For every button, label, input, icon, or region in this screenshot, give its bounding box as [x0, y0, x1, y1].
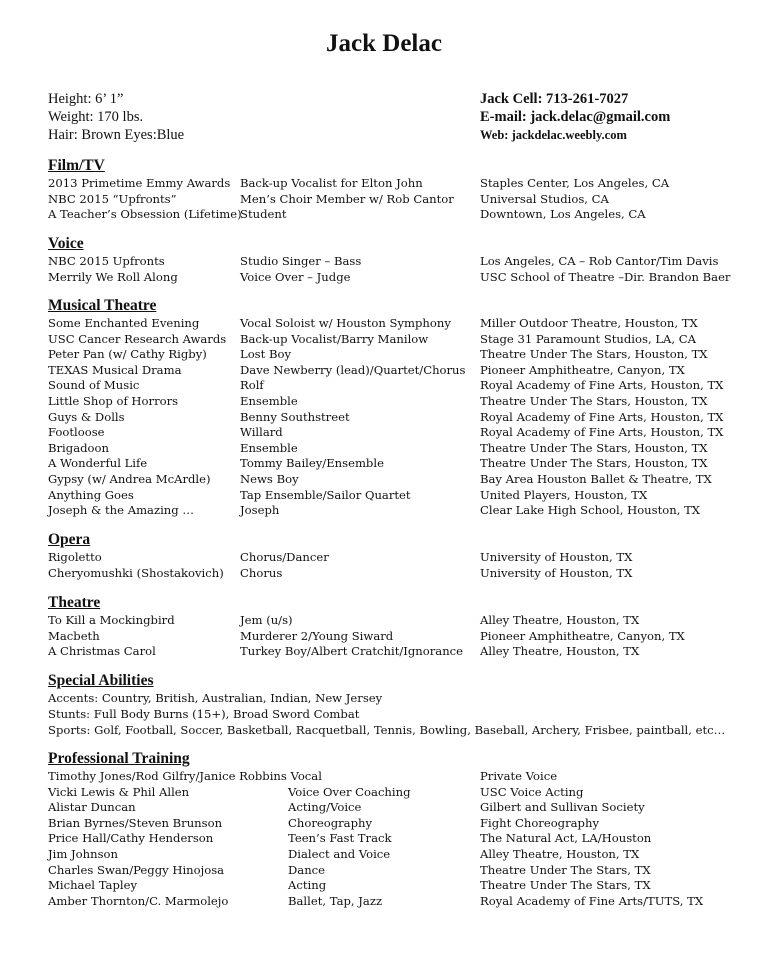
training-teacher: Brian Byrnes/Steven Brunson	[48, 815, 223, 830]
credit-venue: Los Angeles, CA – Rob Cantor/Tim Davis	[480, 254, 719, 268]
credit-title: A Christmas Carol	[48, 644, 156, 659]
credit-row	[48, 550, 748, 566]
credit-role: Student	[240, 207, 287, 222]
credit-row	[48, 394, 748, 410]
credit-venue: Clear Lake High School, Houston, TX	[480, 503, 701, 518]
credit-role: Tap Ensemble/Sailor Quartet	[240, 487, 411, 502]
credit-venue: Universal Studios, CA	[480, 191, 609, 206]
credit-venue: Theatre Under The Stars, Houston, TX	[480, 347, 708, 362]
credit-row	[48, 425, 748, 441]
credit-role: Men’s Choir Member w/ Rob Cantor	[240, 191, 454, 206]
training-subject: Ballet, Tap, Jazz	[288, 893, 383, 908]
credit-venue: Royal Academy of Fine Arts, Houston, TX	[480, 409, 724, 424]
credit-row	[48, 332, 748, 348]
credit-venue: University of Houston, TX	[480, 550, 633, 564]
training-teacher: Charles Swan/Peggy Hinojosa	[48, 862, 225, 877]
training-row	[48, 863, 748, 879]
credit-title: Some Enchanted Evening	[48, 316, 200, 330]
email: E-mail: jack.delac@gmail.com	[480, 109, 671, 125]
credit-title: A Wonderful Life	[48, 456, 148, 471]
credit-role: Benny Southstreet	[240, 409, 350, 424]
training-row	[48, 894, 748, 910]
credit-title: Merrily We Roll Along	[48, 269, 178, 284]
training-row	[48, 800, 748, 816]
weight-line: Weight: 170 lbs.	[48, 109, 144, 125]
credit-row	[48, 441, 748, 457]
section-voice	[48, 234, 748, 285]
training-row	[48, 878, 748, 894]
training-subject: Dialect and Voice	[288, 846, 391, 861]
credit-role: Lost Boy	[240, 347, 292, 362]
credit-venue: Alley Theatre, Houston, TX	[480, 644, 640, 659]
training-teacher: Michael Tapley	[48, 878, 137, 893]
resume-name: Jack Delac	[326, 30, 442, 57]
credit-venue: Stage 31 Paramount Studios, LA, CA	[480, 331, 697, 346]
cell-phone: Jack Cell: 713-261-7027	[480, 91, 629, 107]
credit-title: Joseph & the Amazing …	[48, 503, 194, 518]
credit-role: Ensemble	[240, 440, 298, 455]
credit-role: Vocal Soloist w/ Houston Symphony	[240, 316, 451, 330]
credit-role: Ensemble	[240, 393, 298, 408]
credit-title: Little Shop of Horrors	[48, 393, 179, 408]
credit-venue: Royal Academy of Fine Arts, Houston, TX	[480, 425, 724, 440]
section-heading: Musical Theatre	[48, 297, 157, 314]
credit-row	[48, 629, 748, 645]
credit-role: Murderer 2/Young Siward	[240, 628, 394, 643]
training-teacher: Price Hall/Cathy Henderson	[48, 831, 214, 846]
training-school: Theatre Under The Stars, TX	[480, 878, 651, 893]
hair-eyes-line: Hair: Brown Eyes:Blue	[48, 127, 185, 143]
credit-title: Cheryomushki (Shostakovich)	[48, 565, 224, 580]
credit-row	[48, 347, 748, 363]
credit-row	[48, 613, 748, 629]
training-subject: Voice Over Coaching	[288, 784, 411, 799]
credit-role: Back-up Vocalist/Barry Manilow	[240, 331, 429, 346]
credit-title: A Teacher’s Obsession (Lifetime)	[48, 207, 242, 222]
training-teacher: Amber Thornton/C. Marmolejo	[48, 893, 229, 908]
training-subject: Acting	[288, 878, 327, 893]
training-row	[48, 847, 748, 863]
credit-venue: Theatre Under The Stars, Houston, TX	[480, 456, 708, 471]
credit-venue: Pioneer Amphitheatre, Canyon, TX	[480, 628, 685, 643]
credit-title: Rigoletto	[48, 550, 102, 564]
credit-row	[48, 456, 748, 472]
credit-role: Chorus/Dancer	[240, 550, 329, 564]
credit-venue: Alley Theatre, Houston, TX	[480, 613, 640, 627]
section-heading: Voice	[48, 235, 84, 252]
credit-role: Rolf	[240, 378, 264, 393]
credit-row	[48, 644, 748, 660]
section-heading: Professional Training	[48, 750, 190, 767]
credit-row	[48, 192, 748, 208]
training-subject: Dance	[288, 862, 326, 877]
credit-role: Joseph	[240, 503, 280, 518]
credit-role: Willard	[240, 425, 283, 440]
credit-role: News Boy	[240, 471, 299, 486]
credit-role: Jem (u/s)	[240, 613, 293, 627]
training-school: Theatre Under The Stars, TX	[480, 862, 651, 877]
credit-venue: Royal Academy of Fine Arts, Houston, TX	[480, 378, 724, 393]
training-teacher: Timothy Jones/Rod Gilfry/Janice Robbins Vocal	[48, 769, 322, 783]
credit-title: Gypsy (w/ Andrea McArdle)	[48, 471, 211, 486]
training-row	[48, 769, 748, 785]
credit-row	[48, 270, 748, 286]
credit-title: Macbeth	[48, 628, 100, 643]
credit-row	[48, 488, 748, 504]
training-row	[48, 831, 748, 847]
credit-role: Dave Newberry (lead)/Quartet/Chorus	[240, 362, 466, 377]
credit-title: Brigadoon	[48, 440, 109, 455]
section-opera	[48, 530, 748, 581]
training-subject: Acting/Voice	[288, 800, 362, 815]
training-school: Royal Academy of Fine Arts/TUTS, TX	[480, 893, 704, 908]
section-heading: Film/TV	[48, 157, 105, 174]
credit-row	[48, 254, 748, 270]
credit-title: Footloose	[48, 425, 105, 440]
section-special-abilities	[48, 671, 748, 738]
credit-venue: Staples Center, Los Angeles, CA	[480, 176, 670, 190]
credit-title: 2013 Primetime Emmy Awards	[48, 176, 231, 190]
section-theatre	[48, 593, 748, 660]
credit-venue: University of Houston, TX	[480, 565, 633, 580]
height-line: Height: 6’ 1”	[48, 91, 124, 107]
credit-row	[48, 410, 748, 426]
credit-row	[48, 176, 748, 192]
credit-title: Guys & Dolls	[48, 409, 125, 424]
credit-venue: Theatre Under The Stars, Houston, TX	[480, 393, 708, 408]
credit-title: Peter Pan (w/ Cathy Rigby)	[48, 347, 207, 362]
credit-row	[48, 363, 748, 379]
training-school: USC Voice Acting	[480, 784, 584, 799]
accents-line: Accents: Country, British, Australian, Indian, New Jersey	[48, 691, 383, 705]
credit-row	[48, 503, 748, 519]
training-school: The Natural Act, LA/Houston	[480, 831, 652, 846]
credit-row	[48, 472, 748, 488]
training-row	[48, 816, 748, 832]
section-heading: Theatre	[48, 594, 101, 611]
training-school: Private Voice	[480, 769, 558, 783]
credit-venue: USC School of Theatre –Dir. Brandon Baer	[480, 269, 731, 284]
credit-role: Turkey Boy/Albert Cratchit/Ignorance	[240, 644, 464, 659]
section-heading: Special Abilities	[48, 672, 154, 689]
credit-role: Studio Singer – Bass	[240, 254, 362, 268]
credit-role: Tommy Bailey/Ensemble	[240, 456, 384, 471]
credit-row	[48, 378, 748, 394]
contact-info	[480, 90, 670, 144]
credit-venue: Bay Area Houston Ballet & Theatre, TX	[480, 471, 712, 486]
training-teacher: Alistar Duncan	[48, 800, 136, 815]
physical-stats	[48, 90, 184, 144]
credit-title: To Kill a Mockingbird	[48, 613, 175, 627]
section-film-tv	[48, 156, 748, 223]
website: Web: jackdelac.weebly.com	[480, 128, 627, 142]
training-teacher: Jim Johnson	[48, 846, 118, 861]
credit-title: Anything Goes	[48, 487, 134, 502]
credit-role: Voice Over – Judge	[240, 269, 351, 284]
credit-row	[48, 566, 748, 582]
training-teacher: Vicki Lewis & Phil Allen	[48, 784, 190, 799]
training-school: Alley Theatre, Houston, TX	[480, 846, 640, 861]
credit-venue: United Players, Houston, TX	[480, 487, 648, 502]
credit-title: USC Cancer Research Awards	[48, 331, 227, 346]
credit-venue: Miller Outdoor Theatre, Houston, TX	[480, 316, 698, 330]
section-professional-training	[48, 749, 748, 909]
credit-venue: Downtown, Los Angeles, CA	[480, 207, 646, 222]
credit-title: NBC 2015 “Upfronts”	[48, 191, 177, 206]
sports-line: Sports: Golf, Football, Soccer, Basketball, Racquetball, Tennis, Bowling, Baseball, Archery, Frisbee, paintball, etc…	[48, 722, 726, 737]
section-heading: Opera	[48, 531, 91, 548]
credit-title: NBC 2015 Upfronts	[48, 254, 165, 268]
credit-role: Chorus	[240, 565, 283, 580]
training-row	[48, 785, 748, 801]
stunts-line: Stunts: Full Body Burns (15+), Broad Sword Combat	[48, 706, 360, 721]
training-school: Fight Choreography	[480, 815, 600, 830]
section-musical-theatre	[48, 296, 748, 519]
credit-title: Sound of Music	[48, 378, 140, 393]
credit-role: Back-up Vocalist for Elton John	[240, 176, 423, 190]
training-subject: Teen’s Fast Track	[288, 831, 392, 846]
credit-row	[48, 316, 748, 332]
credit-title: TEXAS Musical Drama	[48, 362, 182, 377]
credit-venue: Pioneer Amphitheatre, Canyon, TX	[480, 362, 685, 377]
credit-row	[48, 207, 748, 223]
training-school: Gilbert and Sullivan Society	[480, 800, 645, 815]
credit-venue: Theatre Under The Stars, Houston, TX	[480, 440, 708, 455]
training-subject: Choreography	[288, 815, 373, 830]
